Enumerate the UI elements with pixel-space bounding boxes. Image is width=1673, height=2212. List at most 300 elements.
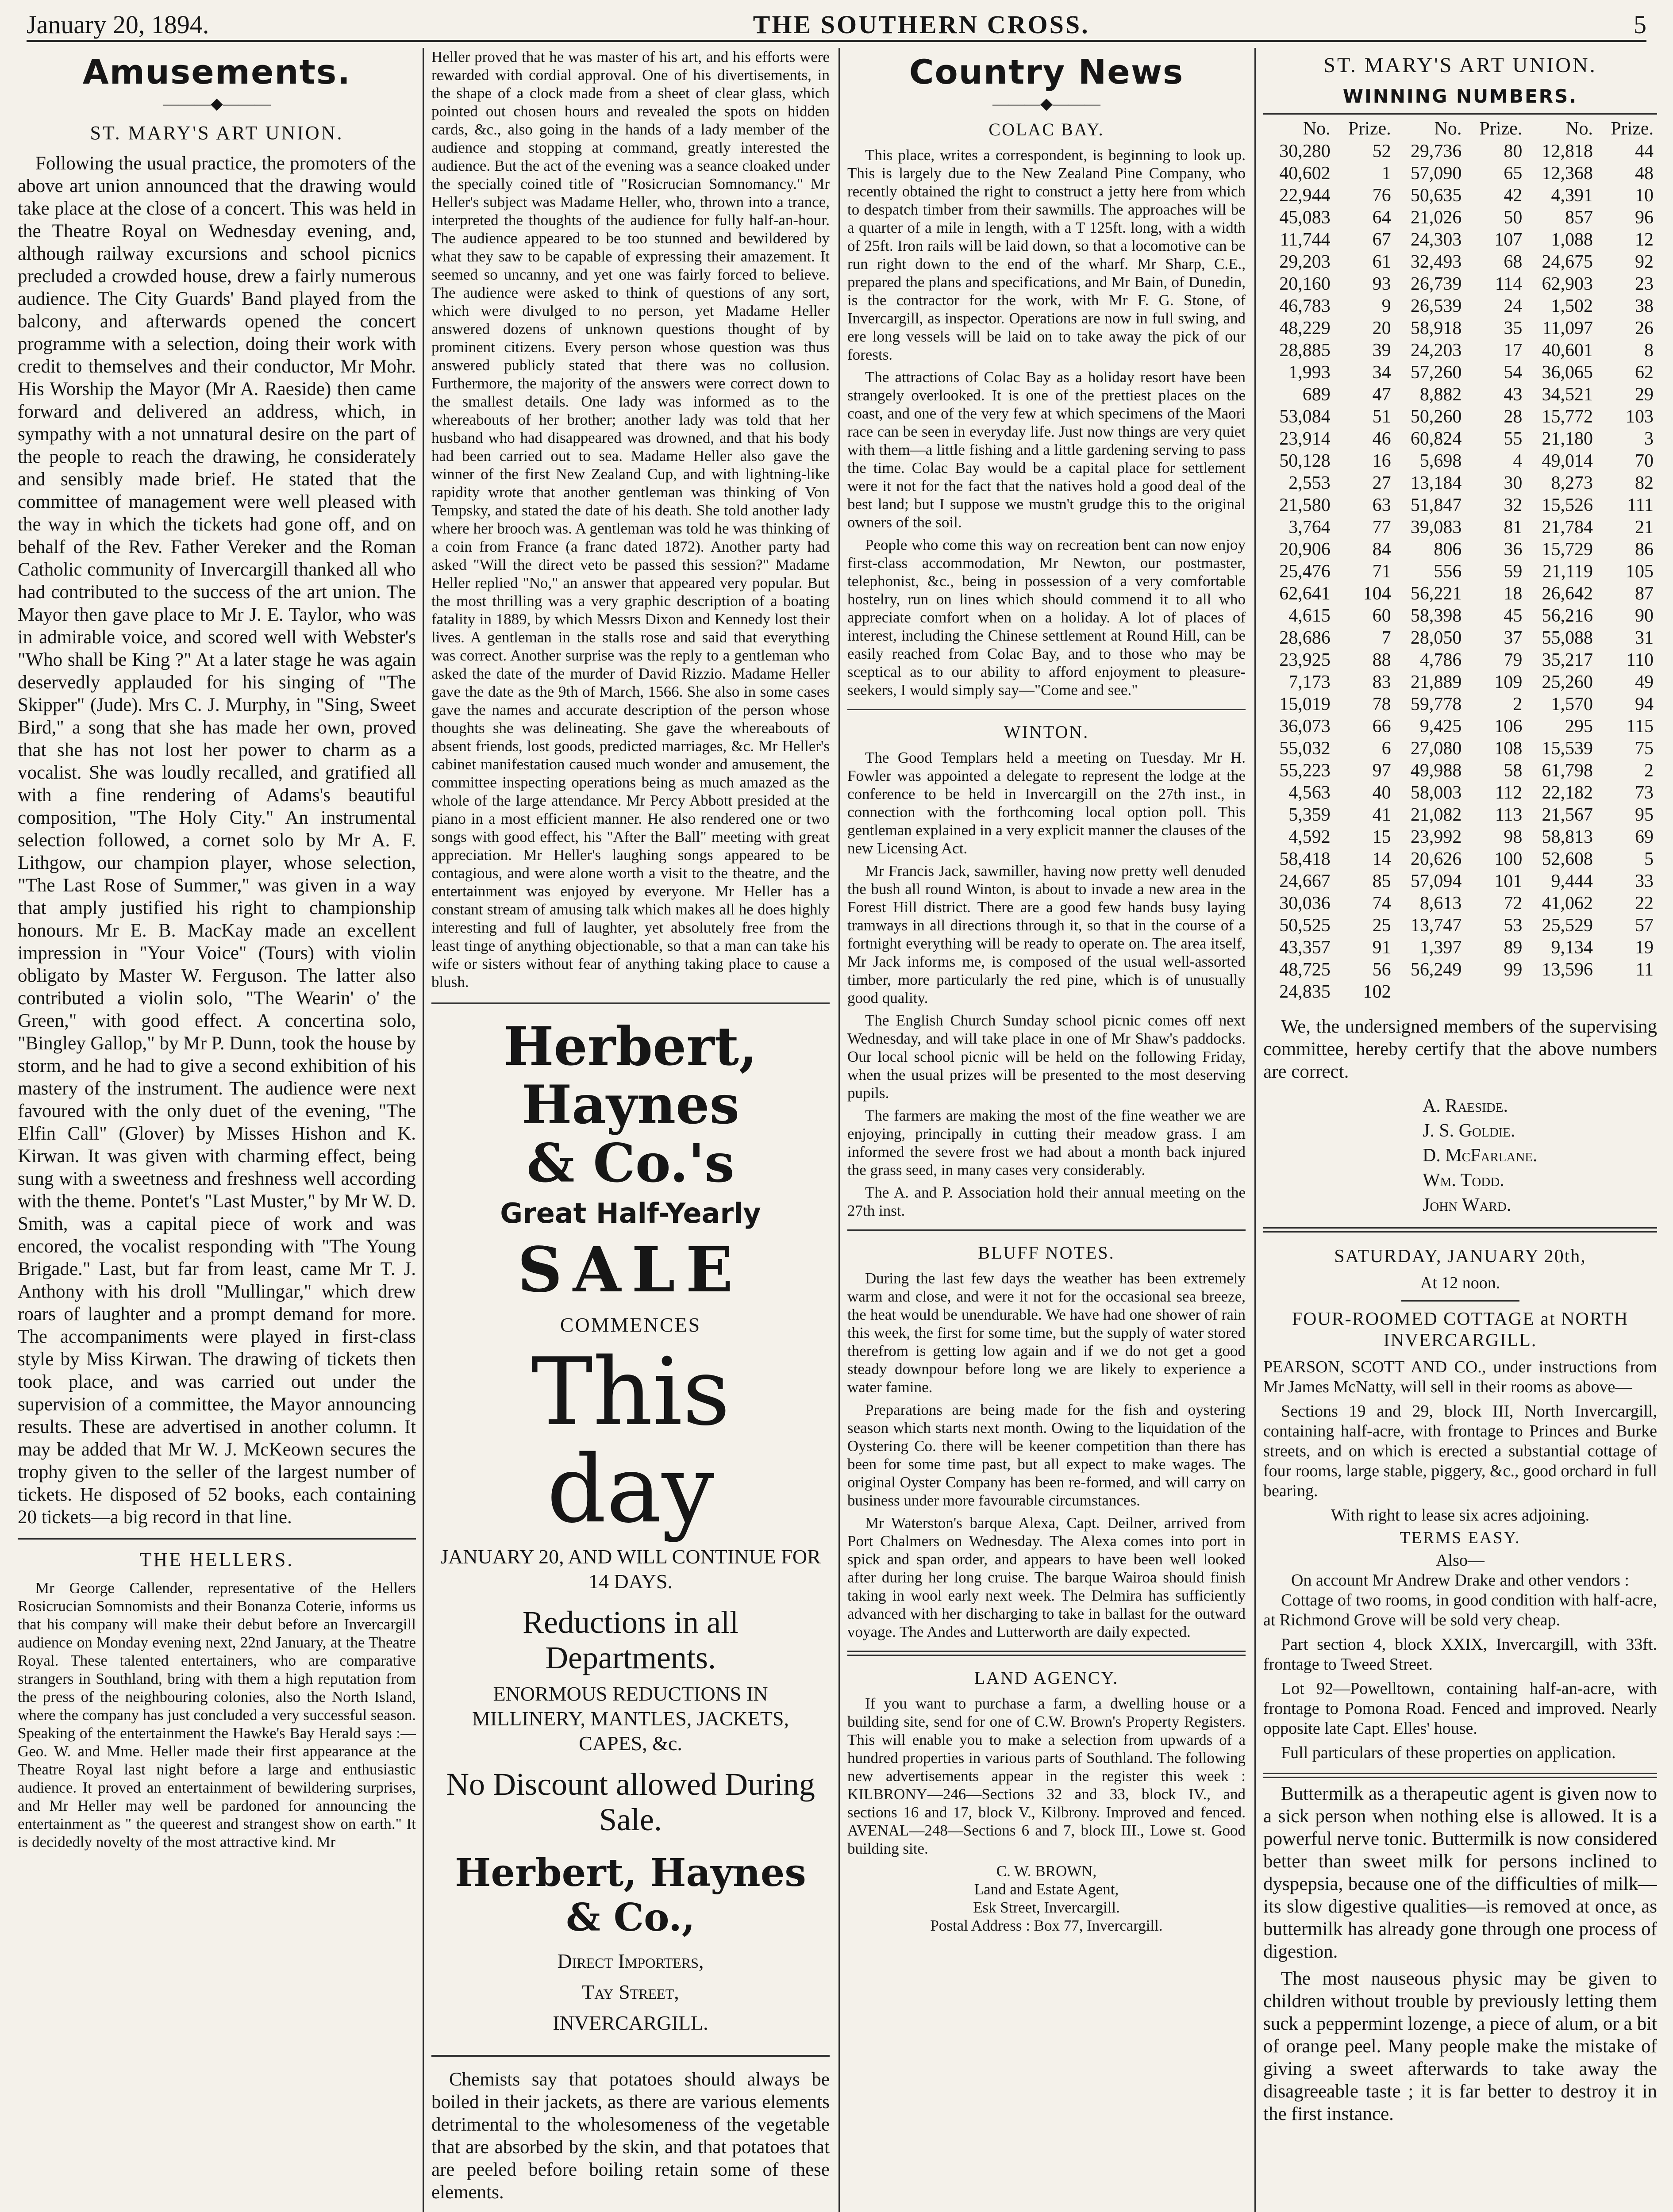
ticket-number: 4,615 [1288,606,1331,626]
ticket-number [1526,981,1596,1003]
ticket-number: 30,036 [1279,893,1331,914]
auction-lease: With right to lease six acres adjoining. [1331,1506,1590,1525]
ticket-number: 36,065 [1542,362,1593,383]
ticket-number: 8,882 [1419,384,1462,405]
prize-number: 20 [1372,318,1391,338]
ticket-number: 857 [1565,207,1593,228]
prize-number: 49 [1635,672,1654,692]
prize-number: 23 [1635,274,1654,294]
prize-number: 3 [1644,429,1654,449]
auction-terms: TERMS EASY. [1400,1528,1521,1547]
prize-number: 28 [1504,407,1523,427]
table-row [1263,538,1657,561]
prize-number: 113 [1495,805,1523,825]
prize-number: 18 [1504,584,1523,604]
prize-number: 74 [1372,893,1391,914]
prize-number: 100 [1494,849,1523,869]
table-row [1263,760,1657,782]
table-row [1263,870,1657,892]
prize-number: 48 [1635,163,1654,184]
ticket-number: 58,918 [1410,318,1462,338]
ad-street: Tay Street, [582,1981,679,2003]
prize-number: 72 [1504,893,1523,914]
ticket-number: 28,885 [1279,340,1331,361]
table-row [1263,361,1657,384]
ticket-number: 7,173 [1288,672,1331,692]
article-hellers-continued: Heller proved that he was master of his art, and his efforts were rewarded with cordial approval. One of his divertisements, in the shape of a clock made from a sheet of clear glass, which pointed out chosen hours and revealed the spots on hidden cards, &c., also going in the hands of a lady member of the audience and stopping at command, greatly interested the audience. But the act of the evening was a seance cloaked under the specially coined title of "Rosicrucian Somnomancy." Mr Heller's subject was Madame Heller, who, thrown into a trance, interpreted the thoughts of the audience for fully half-an-hour. The audience appeared to be too stunned and bewildered by what they saw to be capable of expressing their amazement. It seemed so uncanny, and yet one was fairly forced to believe. The audience were asked to think of questions of any sort, which were divulged to no person, yet Madame Heller answered dozens of unknown questions thought of by prominent citizens. Every person whose question was thus answered publicly stated that there was no collusion. Furthermore, the majority of the answers were correct down to the smallest details. One lady was informed as to the whereabouts of her brother; another lady was told that her husband who had disappeared was drowned, and that his body had been carried out to sea. Madame Heller also gave the winner of the first New Zealand Cup, and with lightning-like rapidity wrote that another gentleman was thinking of Von Tempsky, and stated the date of his death. She told another lady where her brooch was. A gentleman was told he was thinking of a coin from France (a franc dated 1872). Another party had asked "Will the direct veto be passed this session?" Madame Heller replied "No," an answer that appeared very popular. But the most thrilling was a very graphic description of a boating fatality in 1889, by which Messrs Dixon and Kennedy lost their lives. A gentleman in the stalls rose and said that everything was correct. Another surprise was the reply to a gentleman who asked the date of the murder of David Rizzio. Madame Heller gave the date as the 9th of March, 1566. She also in some cases gave the names and accurate description of the person whose thoughts she was delineating. She gave the whereabouts of absent friends, lost goods, predicted marriages, &c. Mr Heller's cabinet manifestation caused much wonder and amusement, the committee inspecting operations being as much amazed as the whole of the large attendance. Mr Percy Abbott presided at the piano in a most efficient manner. He also rendered one or two songs with good effect, his "After the Ball" meeting with great appreciation. Mr Heller's laughing songs appeared to be contagious, and were alone worth a visit to the theatre, and the entertainment was enjoyed by everyone. Mr Heller has a constant stream of amusing talk which makes all he does highly interesting and full of laughter, yet absolutely free from the least tinge of anything objectionable, so that a man can take his wife or sisters without fear of anything taking place to cause a blush. [431,48,830,991]
prize-number: 25 [1372,915,1391,936]
ticket-number: 22,182 [1542,783,1593,803]
prize-number: 107 [1494,230,1523,250]
double-divider [1263,1227,1657,1233]
table-row [1263,384,1657,406]
prize-number: 40 [1372,783,1391,803]
ticket-number: 15,526 [1542,495,1593,515]
article-bluff-3: Mr Waterston's barque Alexa, Capt. Deilner, arrived from Port Chalmers on Wednesday. The Alexa comes into port in spick and span order, and appears to have been well looked after during her long cruise. The barque Wairoa should finish taking in wool early next week. The Delmira has sufficiently advanced with her discharging to take in ballast for the outward voyage. The Andes and Lutterworth are daily expected. [847,1514,1246,1640]
signature-mcfarlane: D. McFarlane. [1423,1145,1538,1166]
ticket-number: 24,667 [1279,871,1331,891]
ticket-number: 556 [1434,561,1462,582]
ticket-number: 21,026 [1410,207,1462,228]
ticket-number: 20,626 [1410,849,1462,869]
ad-this-day: This day [531,1338,731,1544]
ticket-number: 5,698 [1419,451,1462,471]
ticket-number: 43,357 [1279,937,1331,958]
subheading-bluff: BLUFF NOTES. [978,1243,1115,1263]
prize-number [1596,981,1657,1003]
ad-half-yearly: Great Half-Yearly [500,1197,761,1229]
ticket-number: 55,032 [1279,738,1331,759]
prize-number: 83 [1372,672,1391,692]
column-rule [1254,48,1256,2212]
subheading-colac-bay: COLAC BAY. [988,119,1104,139]
prize-number: 45 [1504,606,1523,626]
ticket-number: 15,772 [1542,407,1593,427]
article-bluff-2: Preparations are being made for the fish and oystering season which starts next month. Owing to the liquidation of the Oystering Co. there will be keener competition than there has been for some time past, but all expect to make wages. The original Oyster Company has been re-formed, and will carry on business under more favourable circumstances. [847,1401,1246,1509]
land-agent-postal: Postal Address : Box 77, Invercargill. [930,1917,1163,1934]
winning-numbers-table [1263,117,1657,1003]
ticket-number: 58,418 [1279,849,1331,869]
divider [847,1229,1246,1231]
prize-number: 43 [1504,384,1523,405]
prize-number: 53 [1504,915,1523,936]
signature-todd: Wm. Todd. [1423,1170,1504,1190]
prize-number: 42 [1504,185,1523,206]
prize-number: 93 [1372,274,1391,294]
ad-no-discount: No Discount allowed During Sale. [446,1767,815,1837]
prize-number: 85 [1372,871,1391,891]
table-row [1263,561,1657,583]
ticket-number: 55,088 [1542,628,1593,648]
ticket-number: 60,824 [1410,429,1462,449]
ticket-number: 1,502 [1551,296,1593,316]
ticket-number: 1,088 [1551,230,1593,250]
prize-number: 37 [1504,628,1523,648]
prize-number: 106 [1494,716,1523,737]
prize-number: 114 [1495,274,1523,294]
ticket-number: 57,260 [1410,362,1462,383]
prize-number: 105 [1626,561,1654,582]
prize-number: 78 [1372,694,1391,714]
table-row [1263,406,1657,428]
prize-number: 59 [1504,561,1523,582]
ticket-number: 295 [1565,716,1593,737]
double-divider [847,1651,1246,1656]
auction-time: At 12 noon. [1420,1274,1500,1292]
column-rule [423,48,424,2212]
prize-number: 7 [1381,628,1391,648]
prize-number: 62 [1635,362,1654,383]
prize-number: 89 [1504,937,1523,958]
winning-numbers-heading: WINNING NUMBERS. [1342,85,1578,107]
ticket-number: 4,563 [1288,783,1331,803]
ticket-number: 11,744 [1280,230,1331,250]
ticket-number: 32,493 [1410,252,1462,272]
subheading-land-agency: LAND AGENCY. [974,1668,1119,1688]
ticket-number: 56,249 [1410,960,1462,980]
ticket-number: 61,798 [1542,760,1593,781]
prize-number: 15 [1372,827,1391,847]
prize-number: 80 [1504,141,1523,161]
ticket-number: 13,596 [1542,960,1593,980]
ticket-number: 9,134 [1551,937,1593,958]
ticket-number: 53,084 [1279,407,1331,427]
ticket-number: 21,580 [1279,495,1331,515]
ticket-number: 55,223 [1279,760,1331,781]
ornament-divider: ———◆——— [992,95,1100,112]
ticket-number: 23,914 [1279,429,1331,449]
results-title: ST. MARY'S ART UNION. [1323,54,1597,77]
prize-number: 76 [1372,185,1391,206]
ticket-number: 21,180 [1542,429,1593,449]
ticket-number: 25,260 [1542,672,1593,692]
ornament-divider: ———◆——— [163,95,271,112]
ticket-number: 48,229 [1279,318,1331,338]
table-row [1263,715,1657,737]
auction-date: SATURDAY, JANUARY 20th, [1334,1246,1586,1267]
prize-number: 69 [1635,827,1654,847]
prize-number: 104 [1363,584,1391,604]
table-row [1263,317,1657,339]
table-row [1263,981,1657,1003]
prize-number: 71 [1372,561,1391,582]
committee-certification: We, the undersigned members of the supervising committee, hereby certify that the above numbers are correct. [1263,1016,1657,1082]
prize-number: 57 [1635,915,1654,936]
land-agent-name: C. W. BROWN, [996,1863,1097,1880]
ticket-number: 21,784 [1542,517,1593,538]
signature-raeside: A. Raeside. [1423,1096,1508,1116]
prize-number: 8 [1644,340,1654,361]
ticket-number: 39,083 [1410,517,1462,538]
ticket-number: 21,567 [1542,805,1593,825]
prize-number: 112 [1495,783,1523,803]
prize-number: 94 [1635,694,1654,714]
ad-name-line2: Haynes [521,1074,739,1136]
article-winton-1: The Good Templars held a meeting on Tuesday. Mr H. Fowler was appointed a delegate to represent the lodge at the conference to be held in Invercargill on the 27th inst., in connection with the forthcoming local option poll. This gentleman explained in a very explicit manner the clauses of the new Licensing Act. [847,749,1246,857]
prize-number: 79 [1504,650,1523,670]
ticket-number: 46,783 [1279,296,1331,316]
table-row [1263,892,1657,914]
article-winton-4: The farmers are making the most of the fine weather we are enjoying, principally in cutting their meadow grass. I am informed the severe frost we had about a month back injured the grass seed, in many cases very considerably. [847,1107,1246,1179]
ticket-number: 2,553 [1288,473,1331,493]
table-row [1263,295,1657,317]
ad-signature: Herbert, Haynes & Co., [455,1851,806,1940]
ticket-number: 49,014 [1542,451,1593,471]
ticket-number: 21,082 [1410,805,1462,825]
prize-number: 35 [1504,318,1523,338]
ad-reductions: Reductions in all Departments. [523,1605,738,1675]
prize-number: 16 [1372,451,1391,471]
auction-lot-2: Part section 4, block XXIX, Invercargill, with 33ft. frontage to Tweed Street. [1263,1635,1657,1674]
prize-number: 96 [1635,207,1654,228]
column-hellers-cont [431,48,830,2212]
ticket-number: 13,747 [1410,915,1462,936]
prize-number: 14 [1372,849,1391,869]
prize-number: 39 [1372,340,1391,361]
prize-number: 111 [1627,495,1654,515]
prize-number: 67 [1372,230,1391,250]
prize-number: 61 [1372,252,1391,272]
prize-number: 101 [1494,871,1523,891]
table-row [1263,937,1657,959]
ticket-number: 35,217 [1542,650,1593,670]
table-row [1263,516,1657,538]
prize-number: 115 [1626,716,1654,737]
ticket-number: 25,529 [1542,915,1593,936]
ticket-number: 24,675 [1542,252,1593,272]
col-header-no: No. [1303,119,1331,139]
prize-number: 54 [1504,362,1523,383]
ticket-number: 28,050 [1410,628,1462,648]
auction-account: On account Mr Andrew Drake and other vendors : [1291,1571,1629,1590]
ticket-number: 21,119 [1542,561,1593,582]
ticket-number: 20,906 [1279,539,1331,560]
prize-number: 75 [1635,738,1654,759]
ticket-number: 50,635 [1410,185,1462,206]
prize-number: 44 [1635,141,1654,161]
auction-lot-1: Cottage of two rooms, in good condition with half-acre, at Richmond Grove will be sold very cheap. [1263,1591,1657,1629]
ticket-number: 4,391 [1551,185,1593,206]
prize-number: 38 [1635,296,1654,316]
prize-number: 41 [1372,805,1391,825]
column-country-news [847,48,1246,2212]
prize-number: 82 [1635,473,1654,493]
prize-number: 34 [1372,362,1391,383]
ticket-number: 23,925 [1279,650,1331,670]
ticket-number: 25,476 [1279,561,1331,582]
ticket-number: 28,686 [1279,628,1331,648]
ticket-number: 29,203 [1279,252,1331,272]
ticket-number: 1,570 [1551,694,1593,714]
auction-sections: Sections 19 and 29, block III, North Invercargill, containing half-acre, with frontage to Princes and Burke streets, and on which is erected a substantial cottage of four rooms, large stable, piggery, &c., good orchard in full bearing. [1263,1402,1657,1500]
table-row [1263,207,1657,229]
table-row [1263,605,1657,627]
ticket-number: 56,216 [1542,606,1593,626]
ad-importers: Direct Importers, [557,1950,704,1972]
prize-number: 99 [1504,960,1523,980]
prize-number: 32 [1504,495,1523,515]
ticket-number: 3,764 [1288,517,1331,538]
table-row [1263,959,1657,981]
article-hellers: Mr George Callender, representative of the Hellers Rosicrucian Somnomists and their Bonanza Coterie, informs us that his company will make their debut before an Invercargill audience on Monday evening next, 22nd January, at the Theatre Royal. These talented entertainers, who are comparative strangers in Southland, bring with them a high reputation from the press of the neighbouring colonies, also the North Island, where the company has just concluded a very successful season. Speaking of the entertainment the Hawke's Bay Herald says :—Geo. W. and Mme. Heller made their first appearance at the Theatre Royal last night before a large and enthusiastic audience. It proved an entertainment of bewildering surprises, and Mr Heller may well be pardoned for announcing the entertainment as " the queerest and strangest show on earth." It is decidedly novelty of the most attractive kind. Mr [18,1579,416,1851]
ticket-number: 1,993 [1288,362,1331,383]
prize-number: 24 [1504,296,1523,316]
ticket-number: 15,019 [1279,694,1331,714]
ad-enormous: ENORMOUS REDUCTIONS IN MILLINERY, MANTLES, JACKETS, CAPES, &c. [472,1682,789,1755]
col-header-no: No. [1434,119,1462,139]
article-colac-2: The attractions of Colac Bay as a holiday resort have been strangely overlooked. It is one of the prettiest places on the coast, and one of the very few at which specimens of the Maori race can be seen in everyday life. Just now things are very quiet with them—a little fishing and a little gardening serving to pass the time. Colac Bay would be a capital place for settlement were it not for the fact that the natives hold a good deal of the best land; but I suppose we mustn't grudge this to the original owners of the soil. [847,369,1246,531]
ticket-number: 59,778 [1410,694,1462,714]
ticket-number: 12,368 [1542,163,1593,184]
table-row [1263,450,1657,472]
divider [1263,113,1657,115]
ticket-number: 9,444 [1551,871,1593,891]
prize-number: 108 [1494,738,1523,759]
table-row [1263,649,1657,671]
ticket-number: 57,094 [1410,871,1462,891]
article-colac-3: People who come this way on recreation bent can now enjoy first-class accommodation, Mr Newton, our postmaster, telephonist, &c., being in possession of a very comfortable hostelry, run on lines which should commend it to all who appreciate comfort when on a holiday. A lot of places of interest, including the Chinese settlement at Round Hill, can be easily reached from Colac Bay, and to those who may be sceptical as to our ability to afford enjoyment to pleasure-seekers, I would simply say—"Come and see." [847,536,1246,699]
prize-number: 50 [1504,207,1523,228]
table-header-row [1263,117,1657,140]
land-agent-title: Land and Estate Agent, [974,1881,1119,1898]
subheading-winton: WINTON. [1004,722,1089,742]
winning-numbers-body [1263,140,1657,1003]
prize-number: 2 [1513,694,1523,714]
table-row [1263,693,1657,715]
prize-number: 55 [1504,429,1523,449]
article-potatoes: Chemists say that potatoes should always be boiled in their jackets, as there are various elements detrimental to the wholesomeness of the vegetable that are absorbed by the skin, and that potatoes that are peeled before boiling retain some of these elements. [431,2069,830,2203]
ticket-number: 15,539 [1542,738,1593,759]
ticket-number: 62,641 [1279,584,1331,604]
ticket-number: 24,303 [1410,230,1462,250]
article-buttermilk: Buttermilk as a therapeutic agent is given now to a sick person when nothing else is allowed. It is a powerful nerve tonic. Buttermilk is now considered better than sweet milk for persons inclined to dyspepsia, because one of the difficulties of milk—its slow digestive qualities—is removed at once, as buttermilk has already gone through one process of digestion. [1263,1783,1657,1962]
table-row [1263,229,1657,251]
ticket-number: 41,062 [1542,893,1593,914]
prize-number: 68 [1504,252,1523,272]
prize-number: 95 [1635,805,1654,825]
col-header-prize: Prize. [1348,119,1391,139]
ticket-number: 58,398 [1410,606,1462,626]
table-row [1263,804,1657,826]
prize-number: 11 [1635,960,1654,980]
prize-number: 58 [1504,760,1523,781]
ticket-number: 57,090 [1410,163,1462,184]
prize-number: 97 [1372,760,1391,781]
prize-number: 27 [1372,473,1391,493]
table-row [1263,782,1657,804]
table-row [1263,273,1657,295]
prize-number: 4 [1513,451,1523,471]
ticket-number: 50,260 [1410,407,1462,427]
committee-signatures [1423,1094,1657,1217]
table-row [1263,251,1657,273]
auction-intro: PEARSON, SCOTT AND CO., under instructions from Mr James McNatty, will sell in their rooms as above— [1263,1358,1657,1396]
table-row [1263,914,1657,937]
prize-number: 19 [1635,937,1654,958]
prize-number: 26 [1635,318,1654,338]
ad-town: INVERCARGILL. [553,2012,708,2034]
ticket-number: 9,425 [1419,716,1462,737]
auction-lot-3: Lot 92—Powelltown, containing half-an-acre, with frontage to Pomona Road. Fenced and improved. Nearly opposite late Capt. Elles' house. [1263,1679,1657,1738]
prize-number: 10 [1635,185,1654,206]
ticket-number: 40,602 [1279,163,1331,184]
ticket-number: 13,184 [1410,473,1462,493]
land-agent-street: Esk Street, Invercargill. [973,1899,1120,1916]
col-header-no: No. [1565,119,1593,139]
ticket-number: 34,521 [1542,384,1593,405]
prize-number [1465,981,1526,1003]
page-header [27,9,1646,42]
table-row [1263,583,1657,605]
divider [847,709,1246,710]
table-row [1263,671,1657,693]
auction-title: FOUR-ROOMED COTTAGE at NORTH INVERCARGILL. [1292,1309,1629,1351]
ticket-number: 26,539 [1410,296,1462,316]
subheading-hellers: THE HELLERS. [139,1549,294,1571]
table-row [1263,737,1657,760]
ticket-number: 58,003 [1410,783,1462,803]
prize-number: 21 [1635,517,1654,538]
ticket-number: 22,944 [1279,185,1331,206]
prize-number: 84 [1372,539,1391,560]
table-row [1263,162,1657,184]
ticket-number: 58,813 [1542,827,1593,847]
column-art-union-results [1263,48,1657,2212]
prize-number: 73 [1635,783,1654,803]
table-row [1263,494,1657,516]
ticket-number: 52,608 [1542,849,1593,869]
table-row [1263,428,1657,450]
ticket-number: 29,736 [1410,141,1462,161]
prize-number: 66 [1372,716,1391,737]
ticket-number: 23,992 [1410,827,1462,847]
prize-number: 29 [1635,384,1654,405]
prize-number: 86 [1635,539,1654,560]
divider [18,1538,416,1540]
ticket-number: 45,083 [1279,207,1331,228]
col-header-prize: Prize. [1479,119,1523,139]
prize-number: 36 [1504,539,1523,560]
prize-number: 56 [1372,960,1391,980]
prize-number: 103 [1626,407,1654,427]
prize-number: 22 [1635,893,1654,914]
ticket-number: 36,073 [1279,716,1331,737]
ticket-number: 48,725 [1279,960,1331,980]
prize-number: 30 [1504,473,1523,493]
ticket-number: 50,128 [1279,451,1331,471]
ticket-number: 11,097 [1542,318,1593,338]
ticket-number: 1,397 [1419,937,1462,958]
signature-goldie: J. S. Goldie. [1423,1121,1515,1141]
ticket-number: 8,613 [1419,893,1462,914]
ticket-number: 5,359 [1288,805,1331,825]
short-rule [1401,1300,1519,1302]
prize-number: 2 [1644,760,1654,781]
table-row [1263,627,1657,649]
ticket-number: 15,729 [1542,539,1593,560]
ad-name-line3: & Co.'s [527,1132,735,1194]
ticket-number: 49,988 [1410,760,1462,781]
prize-number: 109 [1494,672,1523,692]
section-heading-country-news: Country News [909,52,1184,92]
ticket-number: 40,601 [1542,340,1593,361]
ticket-number: 24,835 [1279,982,1331,1002]
page-number: 5 [1634,10,1646,39]
article-art-union: Following the usual practice, the promoters of the above art union announced that the drawing would take place at the close of a concert. This was held in the Theatre Royal on Wednesday evening, and, although railway excursions and school picnics precluded a crowded house, drew a fairly numerous audience. The City Guards' Band played from the balcony, and afterwards opened the concert programme with a selection, doing their work with credit to themselves and their conductor, Mr Mohr. His Worship the Mayor (Mr A. Raeside) then came forward and delivered an address, which, in sympathy with a not unnatural desire on the part of the people to reach the drawing, he considerately and sensibly made brief. He stated that the committee of management were well pleased with the way in which the tickets had gone off, and on behalf of the Rev. Father Vereker and the Roman Catholic community of Invercargill thanked all who had contributed to the success of the art union. The Mayor then gave place to Mr J. E. Taylor, who was in admirable voice, and scored well with Webster's "Who shall be King ?" At a later stage he was again deservedly applauded for his singing of "The Skipper" (Jude). Mrs C. J. Murphy, in "Sing, Sweet Bird," a song that she has made her own, proved that she has not lost her power to charm as a vocalist. She was loudly recalled, and gratified all with a fine rendering of Adams's beautiful composition, "The Holy City." An instrumental selection followed, a cornet solo by Mr A. F. Lithgow, our champion player, whose selection, "The Last Rose of Summer," was given in a way that amply justified his right to championship honours. Mr E. B. MacKay made an excellent impression in "Your Voice" (Tours) with violin obligato by Master W. Ferguson. The latter also contributed a violin solo, "The Wearin' o' the Green," with good effect. A concertina solo, "Bingley Gallop," by Mr P. Dunn, took the house by storm, and he had to give a second exhibition of his mastery of the instrument. The audience were next favoured with the only duet of the evening, "The Elfin Call" (Glover) by Misses Hishon and K. Kirwan. It was given with charming effect, being sung with a sweetness and freshness well according with the theme. Pontet's "Last Muster," by Mr W. D. Smith, was a capital piece of work and was encored, the vocalist responding with "The Young Brigade." Last, but far from least, came Mr T. J. Anthony with his droll "Mullingar," which drew roars of laughter and a prompt demand for more. The accompaniments were played in first-class style by Miss Kirwan. The drawing of tickets then took place, and was carried out under the supervision of a committee, the Mayor announcing results. These are advertised in another column. It may be added that Mr W. J. McKeown secures the trophy given to the seller of the largest number of tickets. He disposed of 52 books, each containing 20 tickets—a big record in that line. [18,153,416,1528]
prize-number: 31 [1635,628,1654,648]
prize-number: 51 [1372,407,1391,427]
table-row [1263,339,1657,361]
